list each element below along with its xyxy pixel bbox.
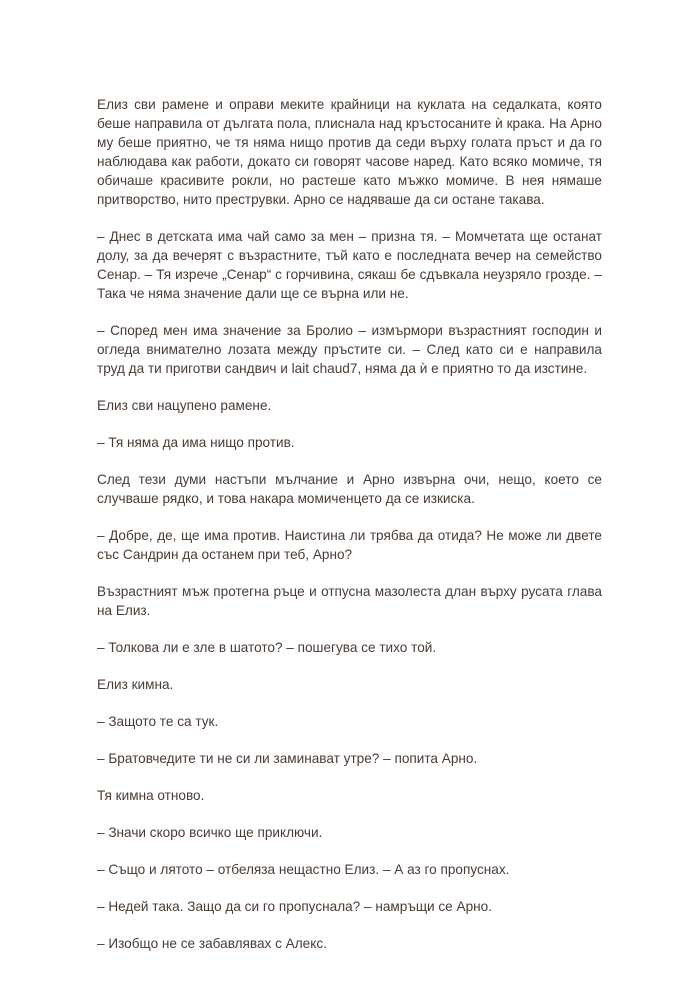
paragraph-7: – Добре, де, ще има против. Наистина ли трябва да отида? Не може ли двете със Сандрин да останем при теб, Арно? bbox=[97, 528, 602, 562]
paragraph-1: Елиз сви рамене и оправи меките крайници на куклата на седалката, която беше направила от дългата пола, плиснала над кръстосаните ѝ крака. На Арно му беше приятно, че тя няма нищо против да седи върху голата пръст и да го наблюдава как работи, докато си говорят часове наред. Като всяко момиче, тя обичаше красивите рокли, но растеше като мъжко момиче. В нея нямаше притворство, нито преструвки. Арно се надяваше да си остане такава. bbox=[97, 97, 602, 207]
paragraph-8: Възрастният мъж протегна ръце и отпусна мазолеста длан върху русата глава на Елиз. bbox=[97, 584, 602, 618]
paragraph-15: – Също и лятото – отбеляза нещастно Елиз. – А аз го пропуснах. bbox=[97, 862, 510, 877]
paragraph-6: След тези думи настъпи мълчание и Арно извърна очи, нещо, което се случваше рядко, и това накара момиченцето да се изкиска. bbox=[97, 472, 602, 506]
paragraph-13: Тя кимна отново. bbox=[97, 788, 205, 803]
paragraph-4: Елиз сви нацупено рамене. bbox=[97, 398, 272, 413]
paragraph-14: – Значи скоро всичко ще приключи. bbox=[97, 825, 323, 840]
paragraph-10: Елиз кимна. bbox=[97, 677, 174, 692]
paragraph-12: – Братовчедите ти не си ли заминават утре? – попита Арно. bbox=[97, 751, 478, 766]
paragraph-16: – Недей така. Защо да си го пропуснала? – намръщи се Арно. bbox=[97, 899, 492, 914]
paragraph-5: – Тя няма да има нищо против. bbox=[97, 435, 295, 450]
body-text bbox=[97, 95, 602, 971]
paragraph-17: – Изобщо не се забавлявах с Алекс. bbox=[97, 936, 327, 951]
paragraph-9: – Толкова ли е зле в шатото? – пошегува се тихо той. bbox=[97, 640, 437, 655]
paragraph-3: – Според мен има значение за Бролио – измърмори възрастният господин и огледа внимателно лозата между пръстите си. – След като си е направила труд да ти приготви сандвич и lait chaud7, няма да ѝ е приятно то да изстине. bbox=[97, 323, 602, 376]
paragraph-2: – Днес в детската има чай само за мен – призна тя. – Момчетата ще останат долу, за да вечерят с възрастните, тъй като е последната вечер на семейство Сенар. – Тя изрече „Сенар“ с горчивина, сякаш бе сдъвкала неузряло грозде. – Така че няма значение дали ще се върна или не. bbox=[97, 229, 602, 301]
paragraph-11: – Защото те са тук. bbox=[97, 714, 219, 729]
